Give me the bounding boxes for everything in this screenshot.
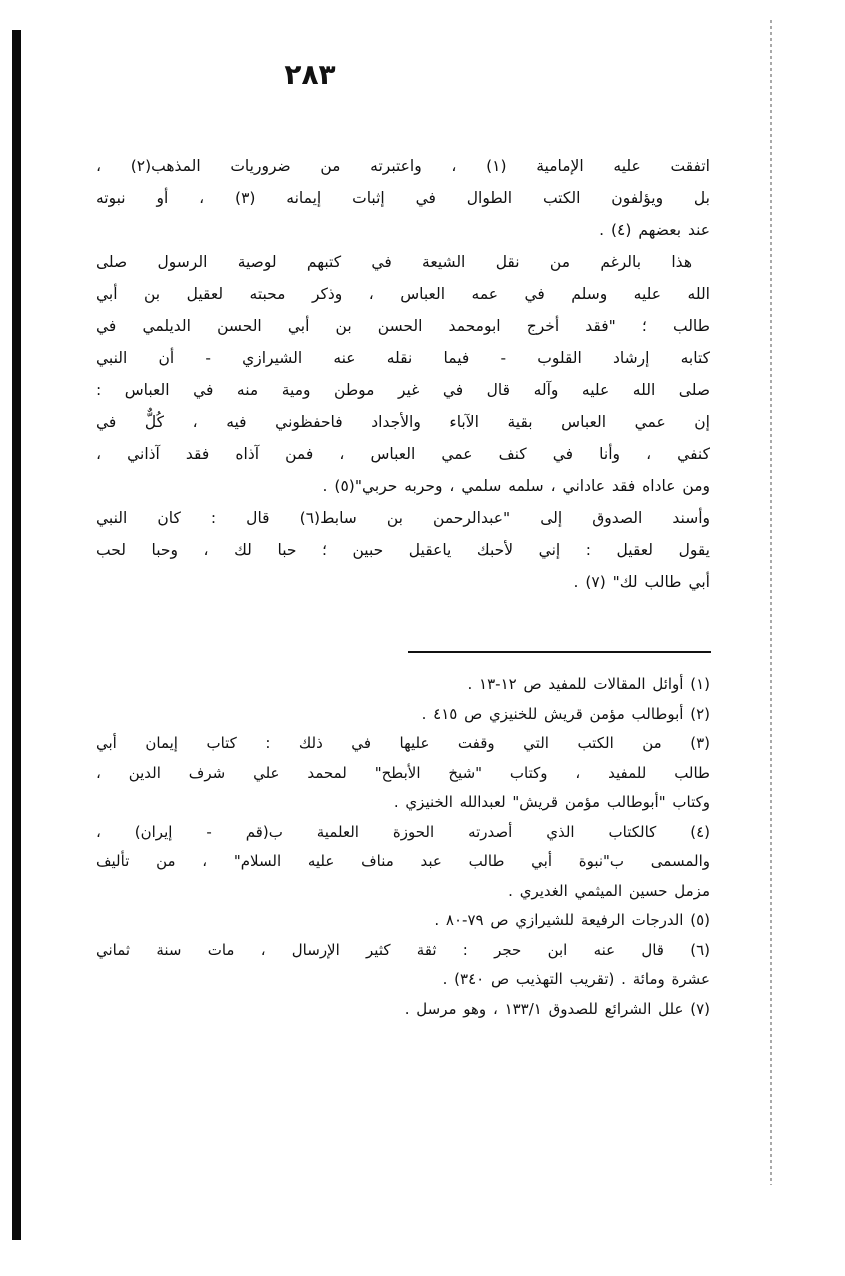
body-line: كتابه إرشاد القلوب - فيما نقله عنه الشيرازي - أن النبي: [96, 349, 710, 367]
body-line: هذا بالرغم من نقل الشيعة في كتبهم لوصية الرسول صلى: [96, 253, 692, 271]
body-line: وأسند الصدوق إلى "عبدالرحمن بن سابط(٦) قال : كان النبي: [96, 509, 710, 527]
footnote-line: (٢) أبوطالب مؤمن قريش للخنيزي ص ٤١٥ .: [421, 704, 710, 723]
body-line: الله عليه وسلم في عمه العباس ، وذكر محبته لعقيل بن أبي: [96, 285, 710, 303]
body-line: يقول لعقيل : إني لأحبك ياعقيل حبين ؛ حبا لك ، وحبا لحب: [96, 541, 710, 559]
body-line: بل ويؤلفون الكتب الطوال في إثبات إيمانه (٣) ، أو نبوته: [96, 189, 710, 207]
main-text: [96, 150, 710, 598]
footnotes: [96, 670, 710, 1024]
footnote-line: مزمل حسين الميثمي الغديري .: [508, 881, 710, 900]
footnote-line: عشرة ومائة . (تقريب التهذيب ص ٣٤٠) .: [442, 970, 710, 988]
scan-border-left: [12, 30, 21, 1240]
scan-border-right: [770, 20, 772, 1185]
footnote-line: (٧) علل الشرائع للصدوق ١٣٣/١ ، وهو مرسل .: [404, 999, 710, 1018]
footnote-line: (٤) كالكتاب الذي أصدرته الحوزة العلمية ب(قم - إيران) ،: [96, 822, 710, 841]
body-line: عند بعضهم (٤) .: [599, 221, 710, 239]
footnote-line: وكتاب "أبوطالب مؤمن قريش" لعبدالله الخنيزي .: [393, 793, 710, 811]
footnote-line: (٦) قال عنه ابن حجر : ثقة كثير الإرسال ، مات سنة ثماني: [96, 940, 710, 959]
body-line: ومن عاداه فقد عاداني ، سلمه سلمي ، وحربه حربي"(٥) .: [322, 477, 710, 495]
footnote-line: والمسمى ب"نبوة أبي طالب عبد مناف عليه السلام" ، من تأليف: [96, 852, 710, 870]
footnote-separator: [408, 651, 711, 653]
page-number: ٢٨٣: [284, 58, 336, 91]
footnote-line: طالب للمفيد ، وكتاب "شيخ الأبطح" لمحمد علي شرف الدين ،: [96, 763, 710, 782]
footnote-line: (٣) من الكتب التي وقفت عليها في ذلك : كتاب إيمان أبي: [96, 734, 710, 752]
footnote-line: (١) أوائل المقالات للمفيد ص ١٢-١٣ .: [467, 675, 710, 693]
footnote-line: (٥) الدرجات الرفيعة للشيرازي ص ٧٩-٨٠ .: [434, 911, 710, 929]
body-line: أبي طالب لك" (٧) .: [573, 573, 710, 591]
body-line: إن عمي العباس بقية الآباء والأجداد فاحفظوني فيه ، كُلٌّ في: [96, 413, 710, 431]
body-line: صلى الله عليه وآله قال في غير موطن ومية منه في العباس :: [96, 381, 710, 399]
body-line: كنفي ، وأنا في كنف عمي العباس ، فمن آذاه فقد آذاني ،: [96, 445, 710, 463]
body-line: اتفقت عليه الإمامية (١) ، واعتبرته من ضروريات المذهب(٢) ،: [96, 157, 710, 175]
body-line: طالب ؛ "فقد أخرج ابومحمد الحسن بن أبي الحسن الديلمي في: [96, 317, 710, 335]
